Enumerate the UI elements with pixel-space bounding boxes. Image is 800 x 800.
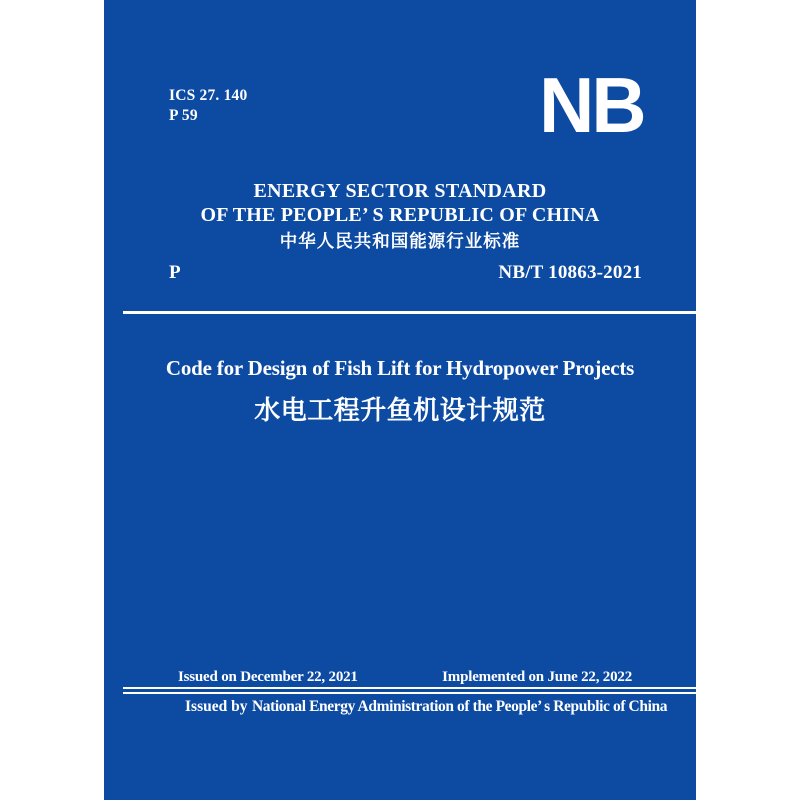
issued-date: Issued on December 22, 2021 — [178, 669, 358, 685]
nb-logo: NB — [539, 61, 644, 149]
ics-classification-block — [169, 86, 247, 126]
org-name-en-line1: ENERGY SECTOR STANDARD — [253, 180, 547, 202]
standard-title-en: Code for Design of Fish Lift for Hydropower Projects — [165, 356, 635, 380]
bottom-double-rule — [123, 687, 696, 694]
standard-cover-panel — [104, 0, 696, 800]
org-name-en-line2: OF THE PEOPLE’ S REPUBLIC OF CHINA — [200, 204, 600, 226]
implemented-date: Implemented on June 22, 2022 — [442, 669, 632, 685]
org-name-cn: 中华人民共和国能源行业标准 — [279, 231, 521, 251]
top-divider-rule — [123, 311, 696, 314]
issued-by-label: Issued by — [185, 698, 248, 715]
ics-code: ICS 27. 140 — [169, 87, 248, 104]
doc-classification-code: P 59 — [169, 107, 198, 124]
issued-by-organization: National Energy Administration of the People’ s Republic of China — [252, 698, 668, 715]
class-letter: P — [169, 262, 181, 283]
standard-number: NB/T 10863-2021 — [498, 262, 642, 283]
standard-title-cn: 水电工程升鱼机设计规范 — [254, 395, 546, 425]
